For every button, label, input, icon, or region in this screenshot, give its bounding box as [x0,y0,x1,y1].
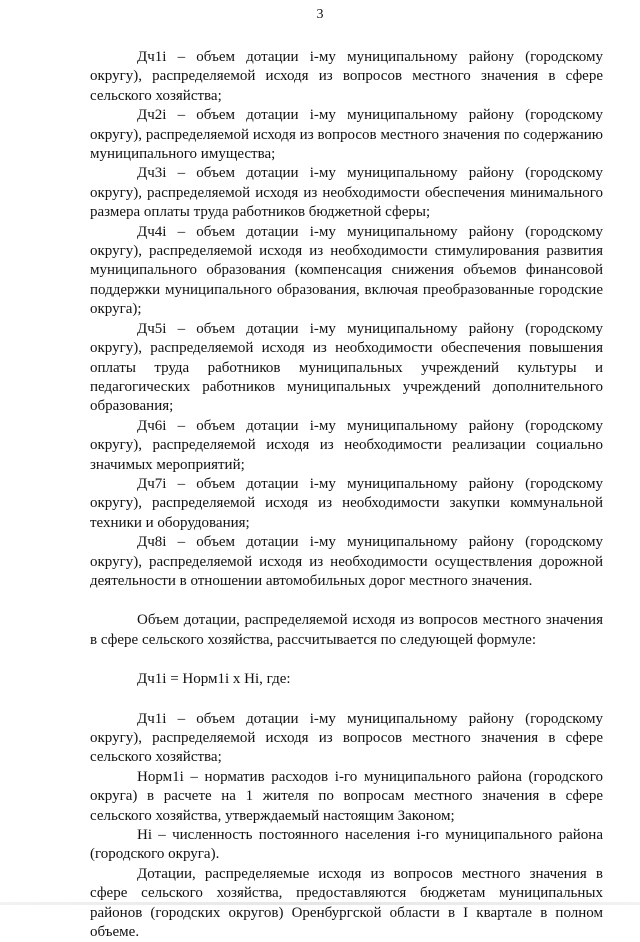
paragraph-dch5: Дч5i – объем дотации i-му муниципальному району (городскому округу), распределяемой исходя из необходимости обеспечения повышения оплаты труда работников муниципальных учреждений культуры и педагогических работников муниципальных учреждений дополнительного образования; [90,320,603,415]
definition-norm1: Норм1i – норматив расходов i-го муниципального района (городского округа) в расчете на 1 жителя по вопросам местного значения в сфере сельского хозяйства, утверждаемый настоящим Законом; [90,768,603,824]
document-body [90,48,603,942]
formula-line: Дч1i = Норм1i х Нi, где: [137,671,291,688]
definition-dch1: Дч1i – объем дотации i-му муниципальному району (городскому округу), распределяемой исходя из вопросов местного значения в сфере сельского хозяйства; [90,710,603,766]
paragraph-dch4: Дч4i – объем дотации i-му муниципальному району (городскому округу), распределяемой исходя из необходимости стимулирования развития муниципального образования (компенсация снижения объемов финансовой поддержки муниципального образования, включая преобразованные городские округа); [90,223,603,318]
page-number: 3 [316,7,324,22]
paragraph-dch6: Дч6i – объем дотации i-му муниципальному району (городскому округу), распределяемой исходя из необходимости реализации социально значимых мероприятий; [90,417,603,473]
paragraph-dch1: Дч1i – объем дотации i-му муниципальному району (городскому округу), распределяемой исходя из вопросов местного значения в сфере сельского хозяйства; [90,49,603,104]
paragraph-dch8: Дч8i – объем дотации i-му муниципальному району (городскому округу), распределяемой исходя из необходимости осуществления дорожной деятельности в отношении автомобильных дорог местного значения. [90,534,603,589]
paragraph-dch3: Дч3i – объем дотации i-му муниципальному району (городскому округу), распределяемой исходя из необходимости обеспечения минимального размера оплаты труда работников бюджетной сферы; [90,165,603,221]
definition-population: Нi – численность постоянного населения i-го муниципального района (городского округа). [90,827,603,863]
closing-paragraph: Дотации, распределяемые исходя из вопросов местного значения в сфере сельского хозяйства, предоставляются бюджетам муниципальных районов (городских округов) Оренбургской области в I квартале в полном объеме. [90,865,603,941]
paragraph-dch7: Дч7i – объем дотации i-му муниципальному району (городскому округу), распределяемой исходя из необходимости закупки коммунальной техники и оборудования; [90,475,603,531]
formula-intro: Объем дотации, распределяемой исходя из вопросов местного значения в сфере сельского хозяйства, рассчитывается по следующей формуле: [90,612,603,648]
paragraph-dch2: Дч2i – объем дотации i-му муниципальному району (городскому округу), распределяемой исходя из вопросов местного значения по содержанию муниципального имущества; [90,107,603,163]
